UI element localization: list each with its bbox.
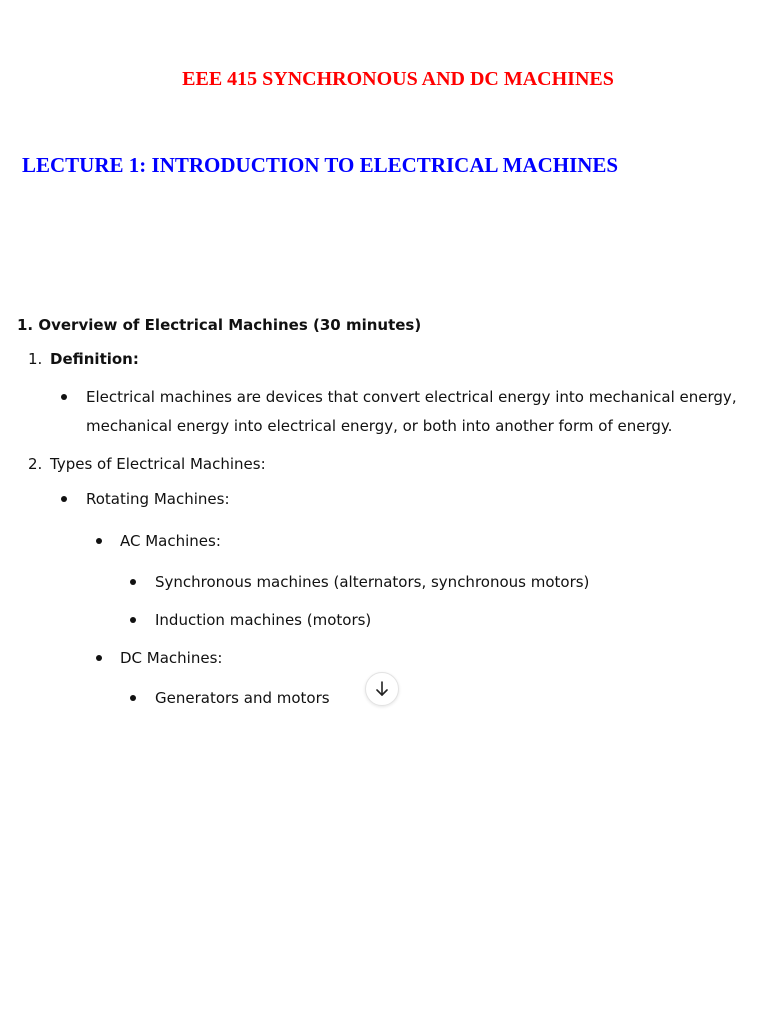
arrow-down-icon xyxy=(375,681,389,697)
definition-text-line-2: mechanical energy into electrical energy, or both into another form of energy. xyxy=(86,417,673,435)
definition-text-line-1: Electrical machines are devices that convert electrical energy into mechanical energy, xyxy=(86,388,737,406)
bullet-icon xyxy=(130,579,136,585)
ac-machines-label: AC Machines: xyxy=(120,532,221,550)
section-heading: 1. Overview of Electrical Machines (30 minutes) xyxy=(17,316,422,334)
bullet-icon xyxy=(61,496,67,502)
types-label: Types of Electrical Machines: xyxy=(50,455,266,473)
list-item-induction: Induction machines (motors) xyxy=(155,611,372,629)
bullet-icon xyxy=(61,394,67,400)
course-title: EEE 415 SYNCHRONOUS AND DC MACHINES xyxy=(182,68,614,90)
rotating-machines-label: Rotating Machines: xyxy=(86,490,230,508)
list-item-generators: Generators and motors xyxy=(155,689,330,707)
dc-machines-label: DC Machines: xyxy=(120,649,223,667)
scroll-down-button[interactable] xyxy=(365,672,399,706)
bullet-icon xyxy=(96,655,102,661)
bullet-icon xyxy=(130,617,136,623)
item-number: 1. xyxy=(28,350,43,368)
bullet-icon xyxy=(96,538,102,544)
list-item-synchronous: Synchronous machines (alternators, synchronous motors) xyxy=(155,573,590,591)
lecture-title: LECTURE 1: INTRODUCTION TO ELECTRICAL MACHINES xyxy=(22,153,619,177)
item-number: 2. xyxy=(28,455,43,473)
definition-label: Definition: xyxy=(50,350,139,368)
bullet-icon xyxy=(130,695,136,701)
